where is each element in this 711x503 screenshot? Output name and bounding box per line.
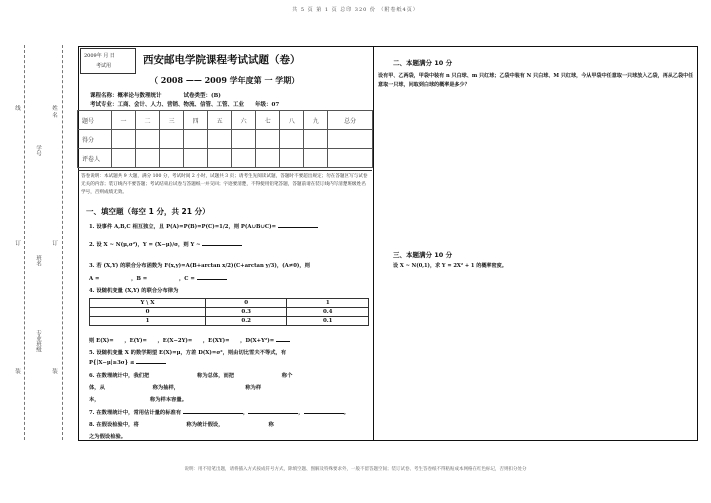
stamp-usage: 考试用	[96, 63, 112, 69]
question-5-text: 5. 设随机变量 X 的数学期望 E(X)=μ，方差 D(X)=σ²，则由切比雪夫不等式，有	[89, 350, 287, 356]
answer-blank	[248, 408, 298, 414]
section1-heading: 一、填空题（每空 1 分，共 21 分）	[86, 207, 210, 216]
dist-corner-cell: Y \ X	[90, 299, 206, 308]
answer-blank	[197, 274, 227, 280]
score-col-header: 四	[184, 111, 208, 130]
score-cell	[160, 149, 184, 168]
dist-row-header: 1	[90, 317, 206, 326]
dist-cell: 0.1	[287, 317, 369, 326]
question-7: 7. 在数理统计中，常用估计量的标准有 ， ， 。	[89, 410, 349, 416]
score-cell	[328, 130, 373, 149]
gutter-major-label: 专业班级	[35, 330, 41, 352]
answer-blank	[278, 222, 318, 228]
gutter-student-id-label: 学号	[35, 145, 41, 156]
gutter-edge-label-2: 订	[14, 240, 20, 246]
score-col-header: 六	[232, 111, 256, 130]
top-header: 共 5 页 第 1 页 总印 320 份 （附卷纸4页）	[292, 7, 419, 13]
dist-cell: 0.3	[205, 308, 287, 317]
exam-title: 西安邮电学院课程考试试题（卷）	[143, 54, 301, 66]
dist-row	[90, 308, 369, 317]
gutter-edge-label-1: 线	[14, 105, 20, 111]
score-cell	[184, 149, 208, 168]
gutter-edge-line	[24, 45, 25, 440]
dist-row-header: 0	[90, 308, 206, 317]
question-6	[89, 371, 292, 379]
question-5-inequality	[89, 358, 166, 366]
score-col-header: 八	[280, 111, 304, 130]
grader-row-label: 评卷人	[78, 149, 112, 168]
dist-col-header: 1	[287, 299, 369, 308]
question-7-text: 7. 在数理统计中，常用估计量的标准有	[89, 410, 182, 416]
question-5	[89, 348, 286, 356]
score-row	[78, 130, 373, 149]
school-year: （ 2008 —— 2009 学年度第 一 学期）	[150, 75, 300, 85]
score-col-header: 总分	[328, 111, 373, 130]
joint-distribution-table	[89, 298, 369, 326]
score-cell	[232, 149, 256, 168]
date-stamp-box	[80, 48, 136, 74]
dist-cell: 0.4	[287, 308, 369, 317]
score-row-label: 得分	[78, 130, 112, 149]
score-cell	[304, 130, 328, 149]
dist-cell: 0.2	[205, 317, 287, 326]
gutter-staple-label: 装	[51, 368, 57, 374]
score-cell	[160, 130, 184, 149]
section3-heading: 三、本题满分 10 分	[393, 251, 453, 259]
question-4-expectations	[89, 336, 290, 344]
score-cell	[280, 130, 304, 149]
score-header-row	[78, 111, 373, 130]
score-col-header: 一	[112, 111, 136, 130]
score-cell	[184, 130, 208, 149]
score-cell	[208, 130, 232, 149]
question-2	[89, 240, 242, 248]
question-8-text: 8. 在假设检验中，将 称为统计假设， 称	[89, 422, 274, 428]
score-col-header: 五	[208, 111, 232, 130]
score-cell	[232, 130, 256, 149]
score-cell	[136, 149, 160, 168]
major-info: 考试专业：工商、会计、人力、营销、物流、信管、工管、工业 年级：07	[90, 102, 280, 108]
gutter-edge-label-3: 装	[14, 368, 20, 374]
question-6-line2	[89, 383, 261, 391]
section3-body: 设 X ~ N(0,1)，求 Y = 2X² + 1 的概率密度。	[393, 263, 507, 269]
score-cell	[304, 149, 328, 168]
score-col-header: 三	[160, 111, 184, 130]
answer-blank	[276, 336, 290, 342]
score-col-header: 题号	[78, 111, 112, 130]
question-3-text: 3. 若 (X,Y) 的联合分布函数为 F(x,y)=A(B+arctan x/2)(C+arctan y/3)，(A≠0)，则	[89, 263, 310, 269]
section2-heading: 二、本题满分 10 分	[393, 59, 453, 67]
score-cell	[256, 130, 280, 149]
score-cell	[112, 149, 136, 168]
score-table	[77, 110, 373, 168]
gutter-name-label: 姓 名	[51, 105, 57, 118]
question-2-text: 2. 设 X ~ N(μ,σ²)，Y = (X−μ)/σ，则 Y ~	[89, 242, 201, 248]
answer-instructions: 答卷说明：本试题共 9 大题，满分 100 分，考试时间 2 小时，试题共 3 页；请考生先阅读试题，答题时不要超出规定；勿在答题区写与试卷无关的内容；装订线内不要答题；考试结束后试卷与答题纸一并交回；字迹要清楚，不得使用铅笔答题，答题前请在装订线内写清楚班级姓名学号，否则成绩无效。	[78, 170, 372, 199]
question-8	[89, 420, 274, 428]
question-6-text: 6. 在数理统计中，我们把 称为总体，而把 称个	[89, 373, 293, 379]
course-info: 课程名称：概率论与数理统计 试卷类型：(B)	[90, 93, 221, 99]
question-4	[89, 286, 178, 294]
answer-blank	[183, 408, 243, 414]
section2-body: 设有甲、乙两袋，甲袋中装有 n 只白球、m 只红球；乙袋中装有 N 只白球、M 只红球，今从甲袋中任意取一只球放入乙袋，再从乙袋中任意取一只球，问取到白球的概率是多少？	[378, 73, 694, 88]
question-6-line3-text: 本， 称为样本容量。	[89, 397, 187, 403]
score-col-header: 二	[136, 111, 160, 130]
dist-header-row	[90, 299, 369, 308]
question-6-line3	[89, 395, 187, 403]
score-cell	[328, 149, 373, 168]
score-cell	[208, 149, 232, 168]
score-col-header: 七	[256, 111, 280, 130]
question-8-line2	[89, 432, 126, 440]
score-cell	[136, 130, 160, 149]
score-cell	[112, 130, 136, 149]
stamp-date: 2009年 月 日	[84, 53, 115, 59]
grader-row	[78, 149, 373, 168]
gutter-inner-line	[62, 45, 63, 440]
answer-blank	[202, 240, 242, 246]
question-6-line2-text: 体，从 称为抽样， 称为样	[89, 385, 262, 391]
answer-blank	[136, 358, 166, 364]
question-8-line2-text: 之为假设检验。	[89, 434, 127, 440]
column-separator	[373, 46, 374, 441]
gutter-class-label: 班名	[35, 255, 41, 266]
answer-blank	[304, 408, 344, 414]
question-1-text: 1. 设事件 A,B,C 相互独立，且 P(A)=P(B)=P(C)=1/2，则 P(A∪B∪C)=	[89, 224, 277, 230]
question-4-text: 4. 设随机变量 (X,Y) 的联合分布律为	[89, 288, 179, 294]
score-cell	[256, 149, 280, 168]
dist-col-header: 0	[205, 299, 287, 308]
dist-row	[90, 317, 369, 326]
gutter-bind-label: 订	[51, 240, 57, 246]
question-3	[89, 261, 310, 269]
score-cell	[280, 149, 304, 168]
question-4-expectations-text: 则 E(X)= ，E(Y)= ，E(X−2Y)= ，E(XY)= ，D(X+Y²)=	[89, 338, 275, 344]
question-3-blanks	[89, 274, 227, 282]
question-3-blanks-text: A = ，B = ，C =	[89, 276, 195, 282]
footer-note: 说明：用不铅笔出题，请将插入方式按成符号方式，除填空题、图解及特殊要求外，一般不留答题空间；装订试卷、考生答卷纸不得粘贴成本网格在红色标记，否则扣分处分	[184, 467, 527, 472]
question-5-inequality-text: P{|X−μ|≥3σ} ≤	[89, 360, 135, 366]
score-col-header: 九	[304, 111, 328, 130]
question-1	[89, 222, 318, 230]
